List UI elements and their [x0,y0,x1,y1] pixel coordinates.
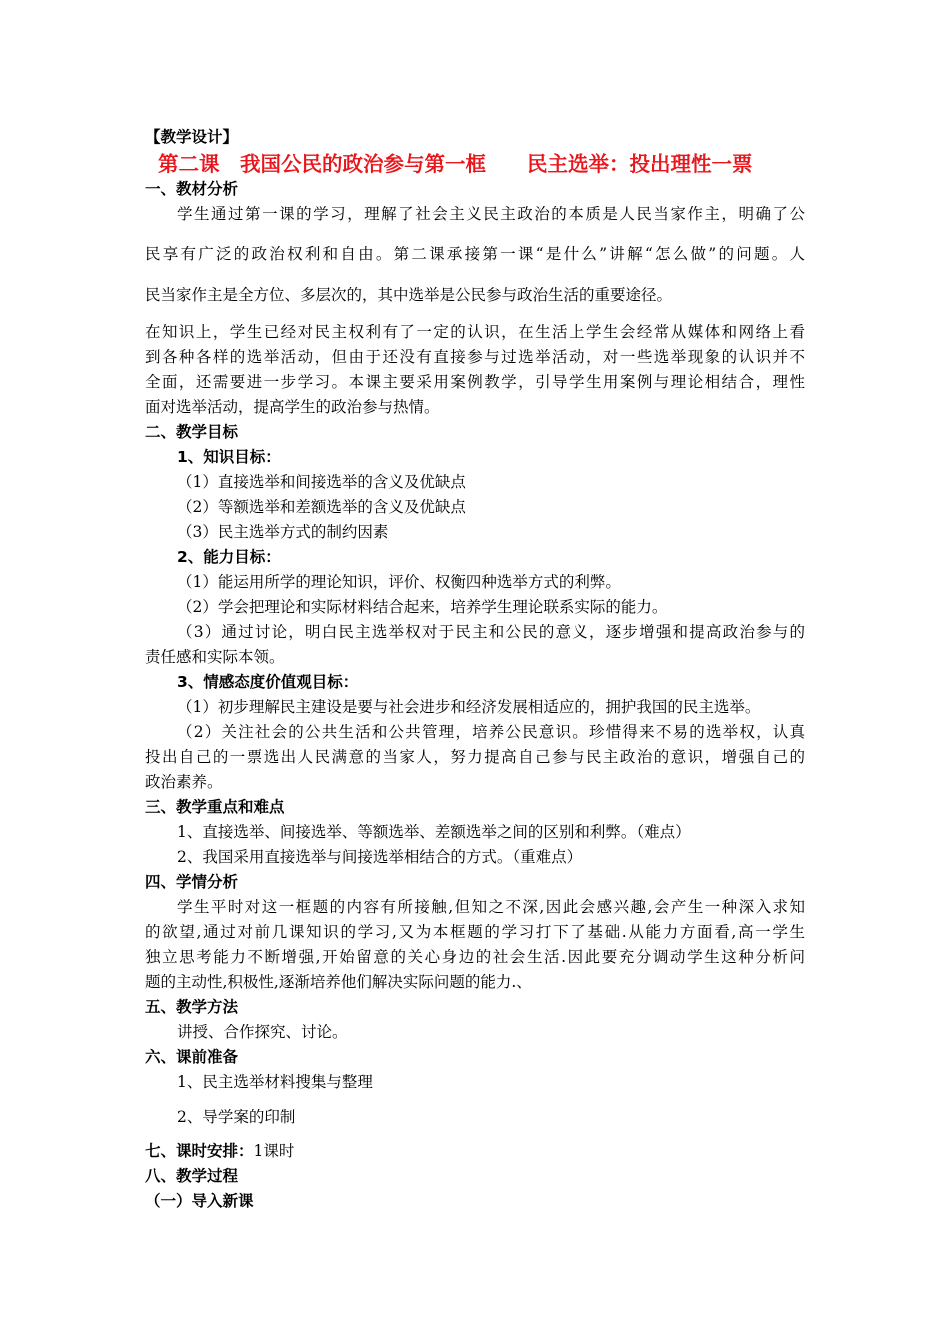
list-item: 2、我国采用直接选举与间接选举相结合的方式。（重难点） [177,848,583,866]
paragraph-line: 独立思考能力不断增强,开始留意的关心身边的社会生活.因此要充分调动学生这种分析问 [145,948,805,966]
list-item: （2）关注社会的公共生活和公共管理，培养公民意识。珍惜得来不易的选举权，认真 [177,723,805,741]
section-heading-key-points: 三、教学重点和难点 [145,798,285,816]
subheading-ability-goals: 2、能力目标： [177,548,281,566]
list-item: （1）直接选举和间接选举的含义及优缺点 [177,473,466,491]
list-item: （2）学会把理论和实际材料结合起来，培养学生理论联系实际的能力。 [177,598,668,616]
paragraph-line: 民享有广泛的政治权利和自由。第二课承接第一课“是什么”讲解“怎么做”的问题。人 [145,245,805,263]
section-heading-student-analysis: 四、学情分析 [145,873,239,891]
list-item: （1）能运用所学的理论知识，评价、权衡四种选举方式的利弊。 [177,573,621,591]
doc-title: 第二课 我国公民的政治参与第一框 民主选举：投出理性一票 [158,152,753,176]
list-item: （3）通过讨论，明白民主选举权对于民主和公民的意义，逐步增强和提高政治参与的 [177,623,805,641]
paragraph-line: 在知识上，学生已经对民主权利有了一定的认识，在生活上学生会经常从媒体和网络上看 [145,323,805,341]
schedule-value: 1课时 [253,1142,295,1160]
schedule-line [145,1141,294,1161]
section-heading-teaching-goals: 二、教学目标 [145,423,239,441]
paragraph-line: 到各种各样的选举活动，但由于还没有直接参与过选举活动，对一些选举现象的认识并不 [145,348,805,366]
paragraph-line: 学生平时对这一框题的内容有所接触,但知之不深,因此会感兴趣,会产生一种深入求知 [177,898,805,916]
list-item-continuation: 政治素养。 [145,773,223,791]
doc-tag: 【教学设计】 [145,128,239,146]
paragraph-line: 面对选举活动，提高学生的政治参与热情。 [145,398,440,416]
subheading-knowledge-goals: 1、知识目标： [177,448,281,466]
subheading-emotion-goals: 3、情感态度价值观目标： [177,673,359,691]
list-item: 1、直接选举、间接选举、等额选举、差额选举之间的区别和利弊。（难点） [177,823,691,841]
paragraph-line: 学生通过第一课的学习，理解了社会主义民主政治的本质是人民当家作主，明确了公 [177,205,805,223]
paragraph-line: 全面，还需要进一步学习。本课主要采用案例教学，引导学生用案例与理论相结合，理性 [145,373,805,391]
list-item: 1、民主选举材料搜集与整理 [177,1073,373,1091]
section-heading-material-analysis: 一、教材分析 [145,180,239,198]
paragraph-line: 的欲望,通过对前几课知识的学习,又为本框题的学习打下了基础.从能力方面看,高一学生 [145,923,805,941]
list-item: （2）等额选举和差额选举的含义及优缺点 [177,498,466,516]
section-heading-teaching-process: 八、教学过程 [145,1167,239,1185]
subheading-introduction: （一）导入新课 [145,1192,254,1210]
list-item: （3）民主选举方式的制约因素 [177,523,389,541]
section-heading-schedule: 七、课时安排： [145,1142,254,1160]
list-item-continuation: 投出自己的一票选出人民满意的当家人，努力提高自己参与民主政治的意识，增强自己的 [145,748,805,766]
section-heading-teaching-methods: 五、教学方法 [145,998,239,1016]
paragraph-line: 民当家作主是全方位、多层次的，其中选举是公民参与政治生活的重要途径。 [145,286,673,304]
list-item: 2、导学案的印制 [177,1108,296,1126]
section-heading-preparation: 六、课前准备 [145,1048,239,1066]
list-item-continuation: 责任感和实际本领。 [145,648,285,666]
paragraph-line: 题的主动性,积极性,逐渐培养他们解决实际问题的能力.、 [145,973,532,991]
paragraph-line: 讲授、合作探究、讨论。 [177,1023,348,1041]
list-item: （1）初步理解民主建设是要与社会进步和经济发展相适应的，拥护我国的民主选举。 [177,698,761,716]
